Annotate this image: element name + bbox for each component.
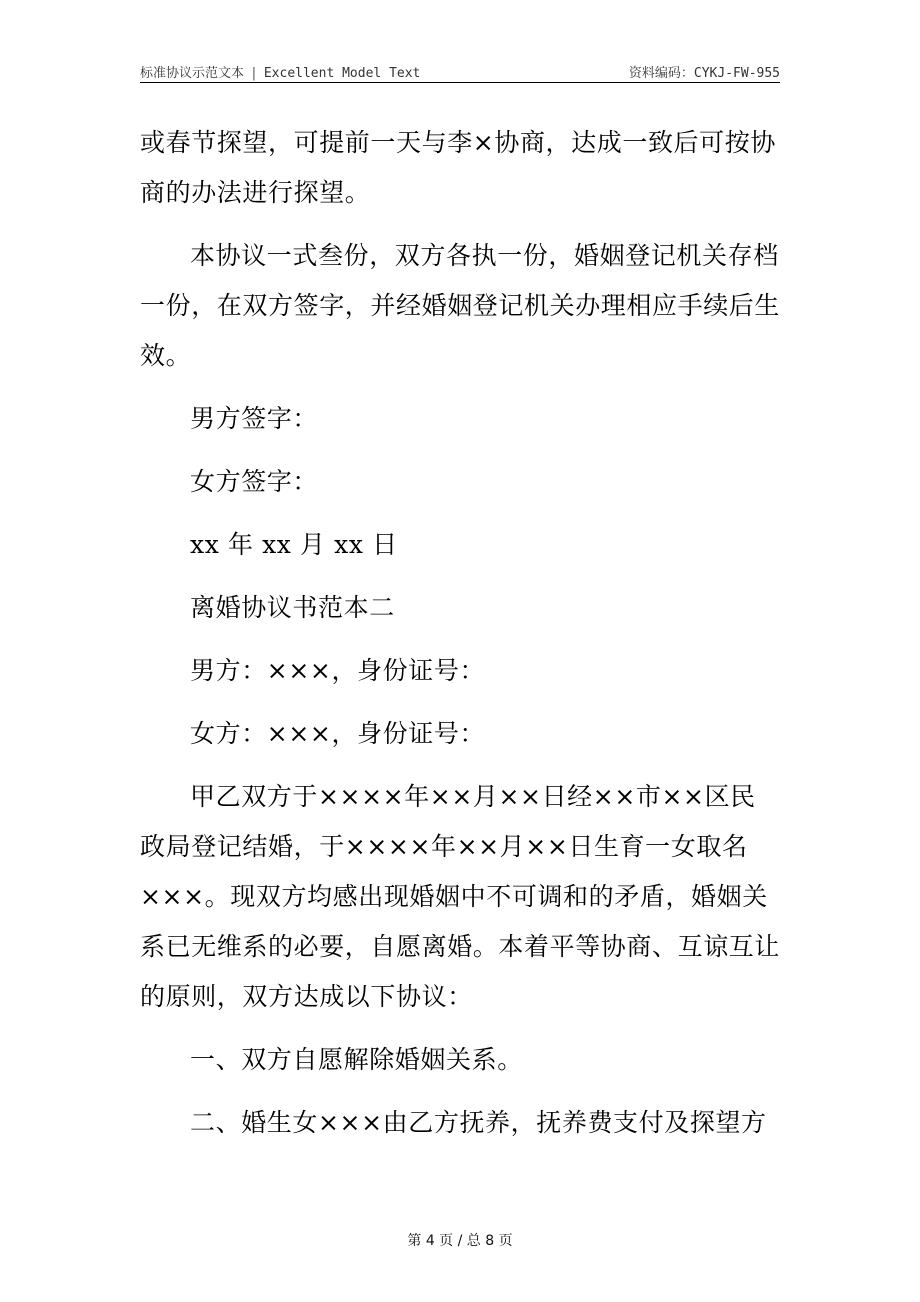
clause-one: 一、双方自愿解除婚姻关系。	[190, 1045, 523, 1074]
header-title: 标准协议示范文本	[140, 66, 245, 81]
paragraph-copies-effective: 本协议一式叁份，双方各执一份，婚姻登记机关存档一份，在双方签字，并经婚姻登记机关办理相应手续后生效。	[140, 241, 781, 370]
header-left	[140, 62, 420, 81]
female-party-line: 女方：×××，身份证号：	[190, 719, 486, 748]
header-separator: |	[250, 66, 258, 81]
page-number: 第 4 页 / 总 8 页	[407, 1233, 513, 1249]
male-signature-line: 男方签字：	[190, 404, 319, 433]
date-line: xx 年 xx 月 xx 日	[190, 530, 398, 559]
header-subtitle: Excellent Model Text	[263, 66, 421, 81]
clause-two: 二、婚生女×××由乙方抚养，抚养费支付及探望方	[190, 1108, 767, 1137]
paragraph-visit-continuation: 或春节探望，可提前一天与李×协商，达成一致后可按协商的办法进行探望。	[140, 128, 776, 207]
male-party-line: 男方：×××，身份证号：	[190, 656, 486, 685]
page-header	[140, 56, 780, 83]
female-signature-line: 女方签字：	[190, 467, 319, 496]
header-document-code: 资料编码：CYKJ-FW-955	[628, 66, 780, 81]
document-body	[140, 118, 780, 1148]
section-title-template-two: 离婚协议书范本二	[190, 593, 395, 622]
paragraph-marriage-background: 甲乙双方于××××年××月××日经××市××区民政局登记结婚，于××××年××月××日生育一女取名×××。现双方均感出现婚姻中不可调和的矛盾，婚姻关系已无维系的必要，自愿离婚。本着平等协商、互谅互让的原则，双方达成以下协议：	[140, 782, 781, 1011]
